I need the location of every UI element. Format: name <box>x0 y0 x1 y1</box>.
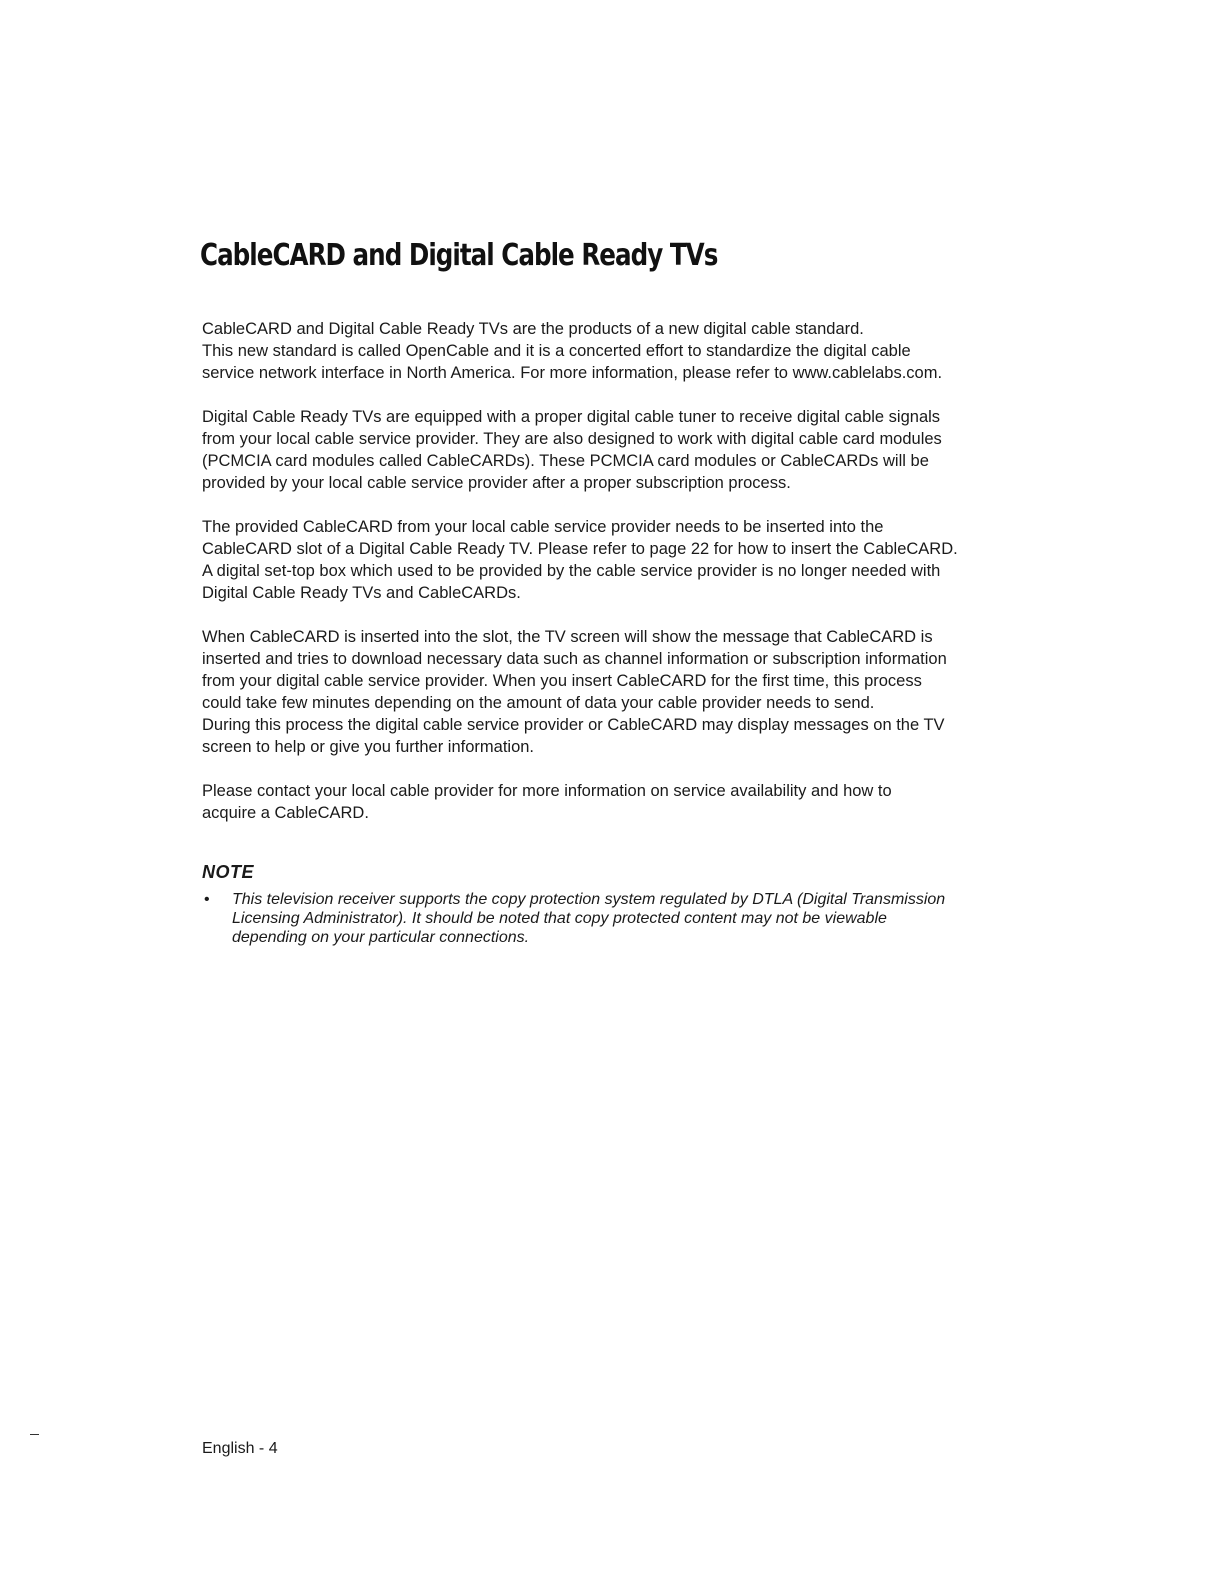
text-line: When CableCARD is inserted into the slot, the TV screen will show the message that CableCARD is <box>202 628 933 646</box>
text-line: could take few minutes depending on the amount of data your cable provider needs to send. <box>202 694 875 712</box>
note-heading: NOTE <box>202 862 255 882</box>
text-line: (PCMCIA card modules called CableCARDs). These PCMCIA card modules or CableCARDs will be <box>202 452 929 470</box>
paragraph-download <box>202 626 1032 758</box>
page-number: English - 4 <box>202 1440 278 1457</box>
text-line: from your digital cable service provider. When you insert CableCARD for the first time, this process <box>202 672 922 690</box>
text-line: inserted and tries to download necessary data such as channel information or subscription information <box>202 650 947 668</box>
page-title: CableCARD and Digital Cable Ready TVs <box>200 238 718 273</box>
text-line: The provided CableCARD from your local cable service provider needs to be inserted into the <box>202 518 884 536</box>
text-line: Please contact your local cable provider for more information on service availability and how to <box>202 782 892 800</box>
paragraph-insert <box>202 516 1032 604</box>
paragraph-intro <box>202 318 1032 384</box>
note-item <box>202 890 1032 947</box>
text-line: Digital Cable Ready TVs and CableCARDs. <box>202 584 521 602</box>
bullet-icon: • <box>204 891 210 908</box>
text-line: CableCARD and Digital Cable Ready TVs are the products of a new digital cable standard. <box>202 320 864 338</box>
note-line: depending on your particular connections. <box>232 929 530 946</box>
text-line: Digital Cable Ready TVs are equipped with a proper digital cable tuner to receive digital cable signals <box>202 408 941 426</box>
text-line: from your local cable service provider. They are also designed to work with digital cable card modules <box>202 430 942 448</box>
text-line: CableCARD slot of a Digital Cable Ready TV. Please refer to page 22 for how to insert the CableCARD. <box>202 540 958 558</box>
text-line: screen to help or give you further information. <box>202 738 535 756</box>
note-list <box>202 890 1032 947</box>
text-line: service network interface in North America. For more information, please refer to www.cablelabs.com. <box>202 364 943 382</box>
text-line: A digital set-top box which used to be provided by the cable service provider is no longer needed with <box>202 562 941 580</box>
text-line: This new standard is called OpenCable and it is a concerted effort to standardize the digital cable <box>202 342 911 360</box>
note-line: Licensing Administrator). It should be noted that copy protected content may not be viewable <box>232 910 887 927</box>
note-line: This television receiver supports the copy protection system regulated by DTLA (Digital Transmission <box>232 891 946 908</box>
text-line: During this process the digital cable service provider or CableCARD may display messages on the TV <box>202 716 945 734</box>
text-line: acquire a CableCARD. <box>202 804 369 822</box>
body-text <box>202 318 1032 846</box>
margin-mark <box>30 1434 39 1435</box>
text-line: provided by your local cable service provider after a proper subscription process. <box>202 474 791 492</box>
paragraph-tuner <box>202 406 1032 494</box>
paragraph-contact <box>202 780 1032 824</box>
